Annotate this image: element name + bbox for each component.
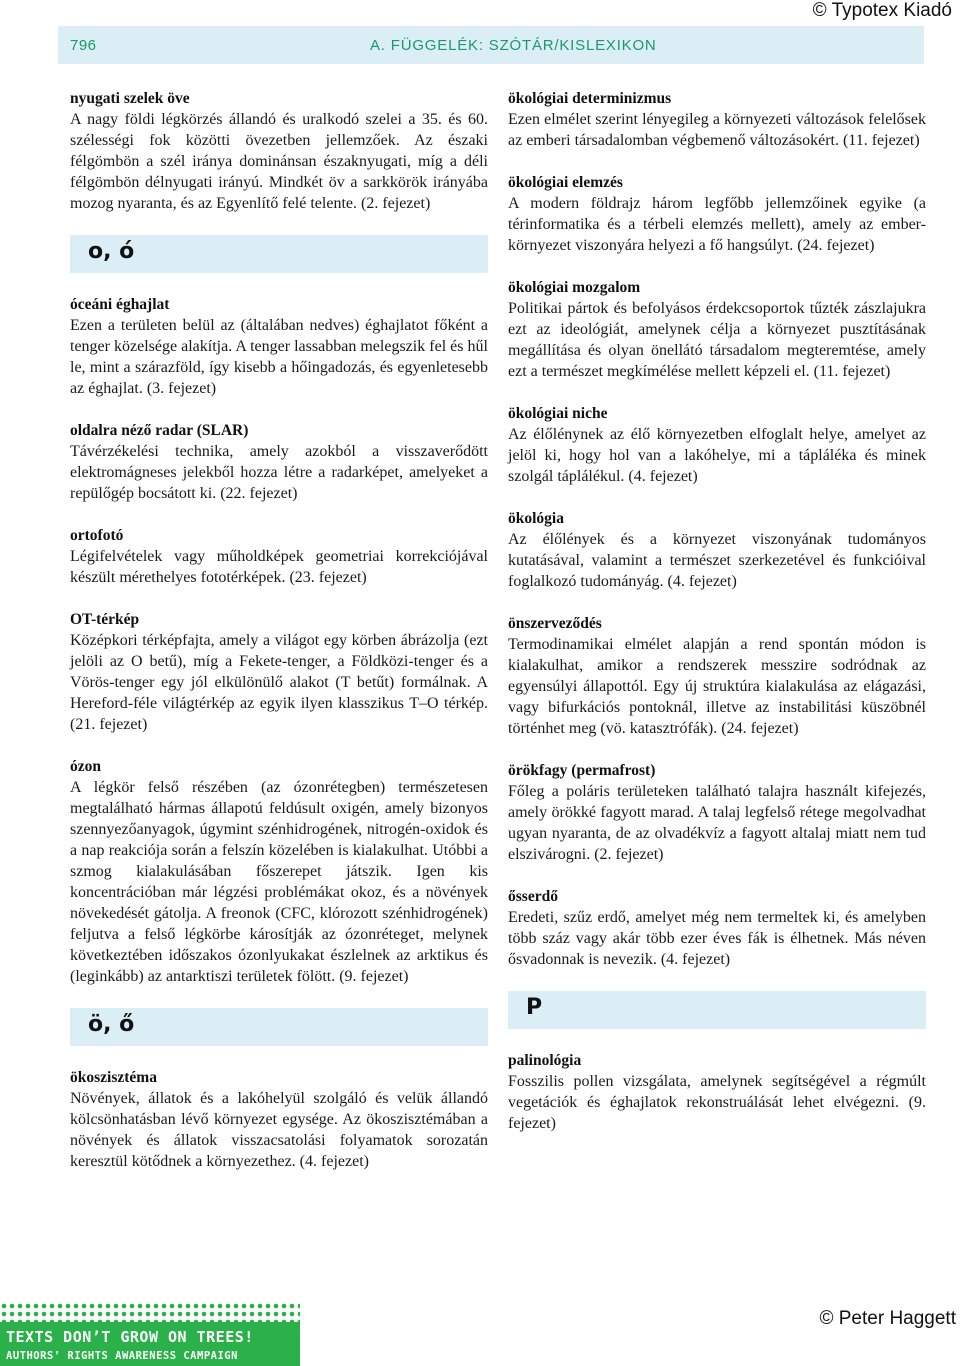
entry-term: óceáni éghajlat	[70, 296, 170, 313]
glossary-entry	[70, 88, 488, 214]
letter-label: o, ó	[88, 239, 135, 264]
entry-term: nyugati szelek öve	[70, 90, 190, 107]
letter-label: P	[526, 995, 543, 1020]
entry-definition: Légifelvételek vagy műholdképek geometriai korrekciójával készült mérethelyes fototérképek. (23. fejezet)	[70, 548, 488, 586]
letter-section-heading	[508, 991, 926, 1029]
glossary-entry	[70, 525, 488, 588]
left-column	[70, 88, 488, 1193]
campaign-subtitle: AUTHORS’ RIGHTS AWARENESS CAMPAIGN	[6, 1350, 238, 1362]
glossary-entry	[508, 760, 926, 865]
entry-definition: Az élőlénynek az élő környezetben elfoglalt helye, amelyet az jelöl ki, hogy hol van a lakóhelye, mi a tápláléka és minek szolgál táplálékul. (4. fejezet)	[508, 426, 926, 485]
entry-definition: A nagy földi légkörzés állandó és uralkodó szelei a 35. és 60. szélességi fok közötti övezetben jellemzőek. Az északi félgömbön a szél iránya dominánsan északnyugati, míg a déli félgömbön délnyugati irányú. Mindkét öv a sarkkörök irányába mozog nyaranta, és az Egyenlítő felé telente. (2. fejezet)	[70, 111, 488, 212]
entry-definition: A modern földrajz három legfőbb jellemzőinek egyike (a térinformatika és a térbeli elemzés mellett), amely az ember-környezet viszonyára helyezi a fő hangsúlyt. (24. fejezet)	[508, 195, 926, 254]
letter-section-heading	[70, 1008, 488, 1046]
glossary-entry	[508, 403, 926, 487]
entry-definition: Politikai pártok és befolyásos érdekcsoportok tűzték zászlajukra ezt az ideológiát, amelynek célja a környezet pusztításának megállítása és olyan önellátó társadalom megteremtése, amely ezt a természet megkímélése mellett képzeli el. (11. fejezet)	[508, 300, 926, 380]
entry-term: ökoszisztéma	[70, 1069, 157, 1086]
glossary-entry	[70, 420, 488, 504]
entry-term: ősserdő	[508, 888, 558, 905]
entry-term: OT-térkép	[70, 611, 140, 628]
glossary-entry	[508, 88, 926, 151]
entry-definition: Főleg a poláris területeken található talajra használt kifejezés, amely örökké fagyott marad. A talaj legfelső rétege megolvadhat ugyan nyaranta, de az olvadékvíz a fagyott altalaj miatt nem tud elszivárogni. (2. fejezet)	[508, 783, 926, 863]
entry-definition: Ezen elmélet szerint lényegileg a környezeti változások felelősek az emberi társadalomban végbemenő változásokért. (11. fejezet)	[508, 111, 926, 149]
entry-term: ökológia	[508, 510, 564, 527]
entry-definition: Az élőlények és a környezet viszonyának tudományos kutatásával, valamint a természet szerkezetével és funkcióival foglalkozó tudományág. (4. fejezet)	[508, 531, 926, 590]
entry-term: ökológiai elemzés	[508, 174, 623, 191]
entry-definition: Fosszilis pollen vizsgálata, amelynek segítségével a régmúlt vegetációk és éghajlatok rekonstruálását lehet elvégezni. (9. fejezet)	[508, 1073, 926, 1132]
glossary-entry	[70, 609, 488, 735]
entry-definition: Távérzékelési technika, amely azokból a visszaverődött elektromágneses jelekből hozza létre a radarképet, amelyeket a repülőgép bocsátott ki. (22. fejezet)	[70, 443, 488, 502]
entry-term: oldalra néző radar (SLAR)	[70, 422, 249, 439]
letter-label: ö, ő	[88, 1012, 135, 1037]
campaign-slogan: TEXTS DON’T GROW ON TREES!	[6, 1328, 254, 1346]
campaign-banner	[0, 1302, 300, 1366]
entry-term: ökológiai mozgalom	[508, 279, 641, 296]
entry-definition: Növények, állatok és a lakóhelyül szolgáló és velük állandó kölcsönhatásban lévő környezet egysége. Az ökoszisztémában a növények és állatok visszacsatolási folyamatok sorozatán keresztül kötődnek a környezethez. (4. fejezet)	[70, 1090, 488, 1170]
copyright-top: © Typotex Kiadó	[812, 0, 952, 21]
entry-term: ortofotó	[70, 527, 124, 544]
glossary-entry	[70, 1067, 488, 1172]
glossary-entry	[70, 756, 488, 987]
entry-term: ökológiai niche	[508, 405, 608, 422]
page-number: 796	[70, 37, 97, 54]
running-head: A. FÜGGELÉK: SZÓTÁR/KISLEXIKON	[370, 37, 657, 54]
glossary-entry	[508, 1050, 926, 1134]
entry-definition: Ezen a területen belül az (általában nedves) éghajlatot főként a tenger közelsége alakítja. A tenger lassabban melegszik fel és hűl le, mint a szárazföld, így kisebb a hőingadozás, és egyenletesebb az éghajlat. (3. fejezet)	[70, 317, 488, 397]
entry-definition: A légkör felső részében (az ózonrétegben) természetesen megtalálható hármas állapotú feldúsult oxigén, amely bizonyos szennyezőanyagok, úgymint szénhidrogének, nitrogén-oxidok és a nap reakciója során a felszín közelében is kialakulhat. Utóbbi a szmog kialakulásában főszerepet játszik. Igen kis koncentrációban már légzési problémákat okoz, és a növények növekedését gátolja. A freonok (CFC, klórozott szénhidrogének) feljutva a felső légkörbe károsítják az ózonréteget, melynek következtében időszakos ózonlyukakat észlelnek az arktikus és (leginkább) az antarktiszi területek fölött. (9. fejezet)	[70, 779, 488, 985]
entry-term: örökfagy (permafrost)	[508, 762, 656, 779]
copyright-bottom: © Peter Haggett	[819, 1308, 956, 1329]
entry-definition: Eredeti, szűz erdő, amelyet még nem termeltek ki, és amelyben több száz vagy akár több ezer éves fák is élhetnek. Más néven ősvadonnak is nevezik. (4. fejezet)	[508, 909, 926, 968]
entry-definition: Középkori térképfajta, amely a világot egy körben ábrázolja (ezt jelöli az O betű), míg a Fekete-tenger, a Földközi-tenger és a Vörös-tenger egy jól elkülönülő alakot (T betűt) formálnak. A Hereford-féle világtérkép az egyik ilyen klasszikus T–O térkép. (21. fejezet)	[70, 632, 488, 733]
glossary-entry	[70, 294, 488, 399]
entry-term: palinológia	[508, 1052, 582, 1069]
entry-definition: Termodinamikai elmélet alapján a rend spontán módon is kialakulhat, amikor a rendszerek messzire sodródnak az egyensúlyi állapottól. Egy új struktúra kialakulása az elágazási, vagy bifurkációs pontoknál, illetve az instabilitási küszöbnél történhet meg (vö. katasztrófák). (24. fejezet)	[508, 636, 926, 737]
campaign-dots	[0, 1302, 300, 1322]
glossary-entry	[508, 613, 926, 739]
glossary-entry	[508, 172, 926, 256]
glossary-entry	[508, 886, 926, 970]
right-column	[508, 88, 926, 1155]
glossary-entry	[508, 277, 926, 382]
glossary-entry	[508, 508, 926, 592]
entry-term: önszerveződés	[508, 615, 602, 632]
entry-term: ökológiai determinizmus	[508, 90, 672, 107]
letter-section-heading	[70, 235, 488, 273]
entry-term: ózon	[70, 758, 101, 775]
